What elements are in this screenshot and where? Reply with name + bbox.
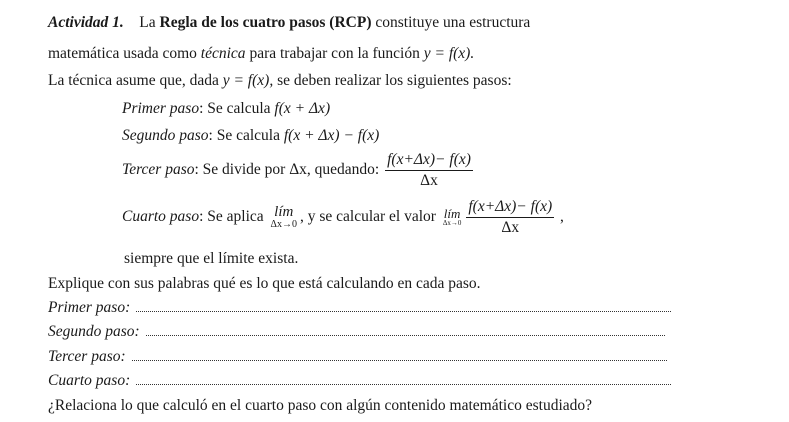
step2-expr: f(x + Δx) − f(x) <box>283 127 380 144</box>
intro-line2-b: para trabajar con la función <box>245 45 424 62</box>
step3-numerator: f(x+Δx)− f(x) <box>385 151 473 171</box>
activity-intro-line3 <box>48 72 512 90</box>
answer1-blank[interactable] <box>136 310 671 312</box>
limit-condition: siempre que el límite exista. <box>124 250 299 267</box>
answer-line-4 <box>48 372 671 390</box>
activity-intro-line2 <box>48 45 474 63</box>
step1-expr: f(x + Δx) <box>274 100 331 117</box>
step4-text-a: : Se aplica <box>199 207 268 225</box>
answer3-blank[interactable] <box>132 359 667 361</box>
answer2-blank[interactable] <box>146 334 665 336</box>
intro-line2-a: matemática usada como <box>48 45 201 62</box>
answer3-label: Tercer paso: <box>48 348 126 365</box>
answer4-blank[interactable] <box>136 383 671 385</box>
activity-label: Actividad 1. <box>48 14 124 31</box>
answer-line-1 <box>48 299 671 317</box>
step-2 <box>122 127 379 145</box>
question-prompt: Explique con sus palabras qué es lo que está calculando en cada paso. <box>48 275 481 292</box>
step2-text: : Se calcula <box>208 127 284 144</box>
step-3 <box>122 151 475 190</box>
step3-text: : Se divide por Δx, quedando: <box>194 160 384 178</box>
step4-fraction <box>466 198 554 237</box>
step4-text-b: , y se calcular el valor <box>299 207 440 225</box>
final-question: ¿Relaciona lo que calculó en el cuarto paso con algún contenido matemático estudiado? <box>48 397 593 414</box>
limit-operator <box>271 205 297 230</box>
step4-end: , <box>556 207 564 225</box>
step4-denominator: Δx <box>501 218 520 236</box>
step1-label: Primer paso <box>122 100 200 117</box>
limit-symbol-small: lím <box>443 206 461 222</box>
intro-line3-a: La técnica asume que, dada <box>48 72 223 89</box>
tecnica-word: técnica <box>200 45 246 62</box>
answer4-label: Cuarto paso: <box>48 372 131 389</box>
answer1-label: Primer paso: <box>48 299 131 316</box>
step4-label: Cuarto paso <box>122 207 200 225</box>
limit-symbol: lím <box>274 203 294 220</box>
rule-name: Regla de los cuatro pasos (RCP) <box>159 14 372 31</box>
step3-denominator: Δx <box>420 171 438 189</box>
intro-text-a: La <box>139 14 160 31</box>
intro-text-b: constituye una estructura <box>371 14 531 31</box>
step-1 <box>122 100 330 118</box>
limit-subscript-small: Δx→0 <box>442 219 462 228</box>
activity-intro-line1 <box>48 14 530 32</box>
answer2-label: Segundo paso: <box>48 323 140 340</box>
step3-label: Tercer paso <box>122 160 195 178</box>
intro-line3-b: se deben realizar los siguientes pasos: <box>273 72 512 89</box>
answer-line-3 <box>48 348 667 366</box>
step4-numerator: f(x+Δx)− f(x) <box>466 198 554 218</box>
given-function: y = f(x), <box>222 72 274 89</box>
limit-operator-small <box>443 207 462 227</box>
step3-fraction <box>385 151 473 190</box>
step-4 <box>122 198 564 237</box>
limit-subscript: Δx→0 <box>270 218 297 230</box>
step2-label: Segundo paso <box>122 127 209 144</box>
function-expr: y = f(x). <box>423 45 475 62</box>
step1-text: : Se calcula <box>199 100 275 117</box>
answer-line-2 <box>48 323 665 341</box>
